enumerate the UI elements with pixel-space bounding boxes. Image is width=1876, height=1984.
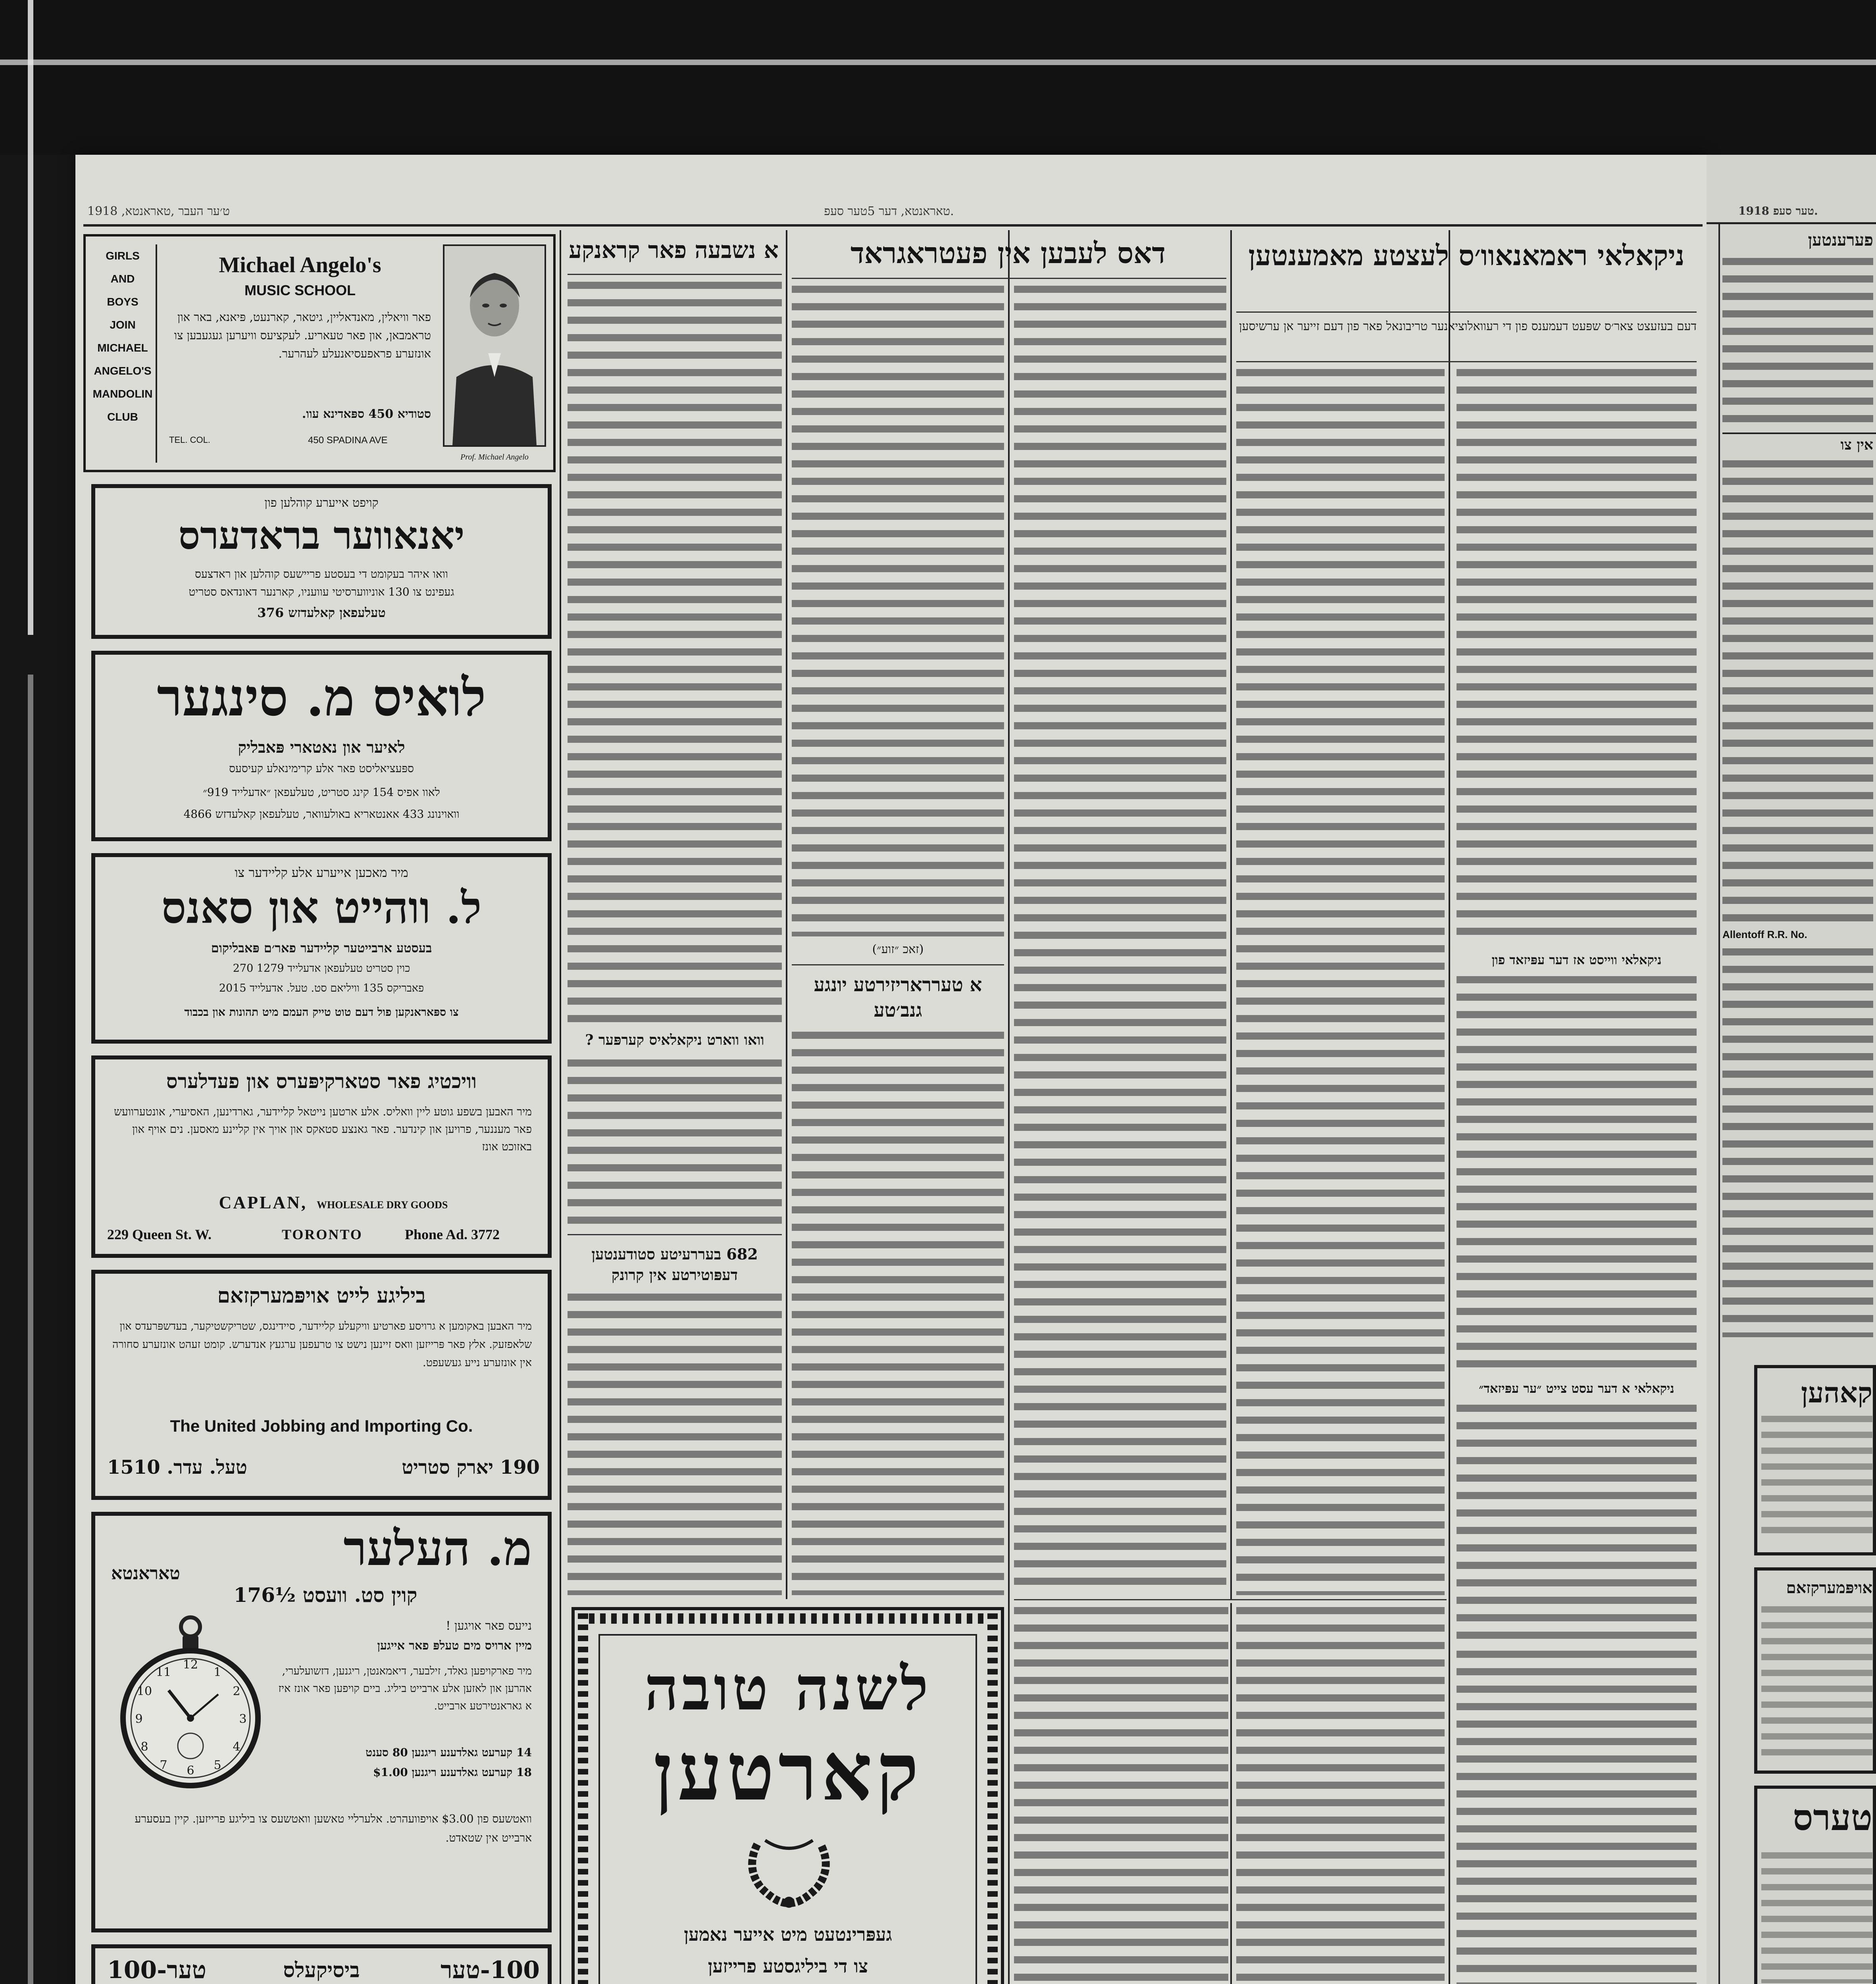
heller-body: מיר פארקויפען גאלד, זילבער, דיאמאנטן, ריגנען, דזשועלערי, אהרען און לאזען אלע ארבייט ביליג. ביים קויפען פאר אונז איז א גאראנטירטע ארבייט. xyxy=(278,1665,532,1712)
heller-address: 176½ קוין סט. וועסט xyxy=(233,1583,418,1607)
right-box-tuers xyxy=(1754,1786,1876,1984)
portrait-caption: Prof. Michael Angelo xyxy=(460,453,529,461)
running-header-center: טאראנטא, דער 5טער סעפ. xyxy=(824,204,954,218)
svg-text:3: 3 xyxy=(239,1712,247,1726)
caplan-en2: 229 Queen St. W. xyxy=(107,1227,212,1242)
right-column-rule xyxy=(1718,222,1720,1984)
svg-text:4: 4 xyxy=(233,1740,241,1754)
right-header-rule xyxy=(1707,222,1876,224)
music-school-subtitle: MUSIC SCHOOL xyxy=(244,282,356,298)
newspaper-page xyxy=(75,155,1707,1984)
cards-sub1: געפּרינטעט מיט אייער נאמען xyxy=(684,1924,892,1945)
svg-text:5: 5 xyxy=(214,1758,221,1772)
janower-line1: וואו איהר בעקומט די בעסטע פריישעס קוהלען און ראדצעס xyxy=(195,567,448,581)
bicycle-center: ביסיקעלס xyxy=(283,1958,360,1982)
right-tuers-text xyxy=(1761,1852,1872,1983)
title-rule xyxy=(1236,311,1697,313)
article-body-col2-left-a xyxy=(792,286,1004,936)
right-rule xyxy=(1722,433,1876,434)
article-body-col1-right-d xyxy=(1457,1651,1697,1984)
united-street: 190 יארק סטריט xyxy=(402,1456,540,1478)
bicycle-left-big: 100-טער xyxy=(107,1956,206,1984)
pocket-watch-illustration xyxy=(119,1611,262,1794)
section-rule xyxy=(792,964,1004,965)
club-word: MANDOLIN xyxy=(92,388,153,400)
whitehead-line1: 270 כוין סטריט טעלעפאן אדעלייד 1279 xyxy=(233,962,410,975)
caplan-en1: CAPLAN, xyxy=(219,1193,307,1212)
ad-shana-tova-cards xyxy=(571,1607,1004,1984)
right-box-kahen xyxy=(1754,1365,1876,1555)
right-heading-1: פערענטען xyxy=(1808,230,1873,250)
column-rule xyxy=(1449,230,1450,1984)
article-title-col1: ניקאלאי ראמאנאוו׳ס לעצטע מאמענטען xyxy=(1248,239,1685,272)
wreath-icon xyxy=(741,1832,837,1908)
column-rule xyxy=(1230,230,1232,1599)
right-kahen-text xyxy=(1761,1416,1872,1543)
col2-signature: (זאכ ״זוע״) xyxy=(872,942,924,956)
article-body-col3-c xyxy=(568,1294,782,1595)
ad-louis-singer xyxy=(91,651,552,841)
singer-line2: וואוינונג 433 אאנטאריא באולעוואר, טעלעפאן קאלעדזש 4866 xyxy=(183,807,460,821)
heller-price1: 14 קערעט גאלדענע ריגנען 80 סענט xyxy=(366,1746,532,1759)
adjacent-page-fragment xyxy=(1707,155,1876,1984)
club-word: GIRLS xyxy=(106,250,140,262)
music-school-title: Michael Angelo's xyxy=(219,253,381,277)
janower-line2: געפינט צו 130 אוניווערסיטי עוועניו, קארנער דאונדאס סטריט xyxy=(189,585,454,598)
cards-sub2: צו די ביליגסטע פרייזען xyxy=(708,1955,868,1977)
svg-text:9: 9 xyxy=(135,1712,143,1726)
lead-rule xyxy=(1236,361,1697,362)
film-edge-line xyxy=(28,0,33,635)
article-body-col1-left xyxy=(1236,369,1445,1595)
caplan-en4: Phone Ad. 3772 xyxy=(405,1227,500,1242)
janower-kicker: קויפט אייערע קוהלען פון xyxy=(264,496,379,510)
united-body: מיר האבען באקומען א גרויסע פארטיע וויקעלע קליידער, סיידינגס, שטריקשטיקער, בעדשפּרעדס און שלאפזעק. אלץ פאר פּרייזען וואס זיינען נישט צו טרעפען ערגעץ אנדערש. קומט זעהט אונזערע סחורה אין אונזערע נייע געשעפט. xyxy=(112,1320,532,1369)
col1-subhead-1: ניקאלאי ווייסט אז דער עפּיזאד פון xyxy=(1491,952,1662,967)
ad-caplan-dry-goods xyxy=(91,1055,552,1258)
section-rule xyxy=(1014,1599,1447,1600)
whitehead-line2: פאבריקס 135 וויליאם סט. טעל. אדעלייד 2015 xyxy=(219,982,424,994)
svg-text:1: 1 xyxy=(214,1665,221,1679)
header-rule xyxy=(83,224,1703,227)
club-word: CLUB xyxy=(107,411,138,423)
col1-lead: דעם בעזעצט צאר׳ס שפּעט דעמענס פון די רעוואלוציאנער טריבונאל פאר פון דעם זייער אן ערשיסען xyxy=(1239,319,1697,333)
singer-line1: לאוו אפיס 154 קינג סטריט, טעלעפאן ״אדעלייד 919״ xyxy=(203,786,440,799)
caplan-body: מיר האבען בשפע גוטע ליין וואליס. אלע ארטען נייטאל קליידער, גארדינען, האסיערי, אונטערוועש פאר מעננער, פרויען און קינדער. פאר גאנצע סטאקס און אויך אין קליינע מאסען. נים אויף און באזוכט אונז xyxy=(114,1105,532,1153)
ad-peerless-bicycle xyxy=(91,1944,552,1984)
club-word: ANGELO'S xyxy=(94,365,152,377)
col2-subhead: א טערראריזירטע יונגע גנב׳טע xyxy=(814,974,982,1021)
club-word: JOIN xyxy=(110,319,136,331)
article-body-col2-right xyxy=(1014,286,1226,1595)
ad-m-heller xyxy=(91,1512,552,1932)
ad-whitehead-sons xyxy=(91,853,552,1044)
right-heading-2: אין צו xyxy=(1840,436,1873,453)
music-school-address: 450 SPADINA AVE xyxy=(308,435,388,446)
right-text-3 xyxy=(1722,948,1873,1337)
whitehead-line3: צו ספּאראנקען פול דעם טוט טייק העמם מיט תהונות און בכבוד xyxy=(184,1005,459,1019)
whitehead-kicker: מיר מאכען אייערע אלע קליידער צו xyxy=(235,865,408,880)
heller-footer: וואטשעס פון $3.00 אויפוועהרט. אלערליי טאשען וואטשעס צו ביליגע פרייזען. קיין בעסערע ארבייט אין שטאדט. xyxy=(135,1812,532,1844)
right-heading-attention: אויפּמערקזאם xyxy=(1786,1578,1872,1597)
ad-united-jobbing xyxy=(91,1270,552,1500)
svg-text:12: 12 xyxy=(183,1658,198,1672)
film-edge-line xyxy=(28,675,33,1984)
column-rule xyxy=(1008,230,1010,1984)
svg-text:7: 7 xyxy=(160,1758,167,1772)
music-school-body: פאר וויאלין, מאנדאליין, גיטאר, קארנעט, פּיאנא, באר און טראמבאן, און פאר טעאריע. לעקציעס וויערען געגעבען צו אונזערע פראפעסיאנעלע לעהרער. xyxy=(174,310,431,360)
right-text-1 xyxy=(1722,258,1873,429)
bicycle-right-big: 100-טער xyxy=(441,1956,540,1984)
united-name: The United Jobbing and Importing Co. xyxy=(170,1417,473,1435)
united-title: ביליגע לייט אויפּמערקזאם xyxy=(217,1284,426,1308)
caplan-title: וויכטיג פאר סטארקיפּערס און פעדלערס xyxy=(166,1069,477,1093)
cards-line2: קארטען xyxy=(653,1725,923,1819)
column-rule xyxy=(560,230,561,1984)
heller-line2: מיין ארויס מים טעלפּ פאר אייגען xyxy=(377,1639,532,1653)
heller-price2: 18 קערעט גאלדענע ריגנען $1.00 xyxy=(373,1766,532,1779)
portrait-photo xyxy=(443,244,546,447)
article-body-col1-right-a xyxy=(1457,369,1697,944)
column-rule xyxy=(786,230,787,1599)
article-body-lower-a xyxy=(1236,1607,1445,1984)
club-word: AND xyxy=(110,273,135,285)
whitehead-sub: בעסטע ארבייטער קליידער פאר׳ם פּאבליקום xyxy=(211,940,432,955)
caplan-en3: TORONTO xyxy=(282,1227,363,1242)
article-title-col3: א נשבעה פאר קראנקע xyxy=(569,236,779,263)
right-box-attention xyxy=(1754,1567,1876,1774)
watch-icon xyxy=(119,1611,262,1794)
article-body-col3-a xyxy=(568,282,782,1024)
ornamental-border xyxy=(987,1613,998,1984)
article-body-col2-left-b xyxy=(792,1032,1004,1595)
janower-name: יאנאווער בראדערס xyxy=(178,513,465,558)
united-tel: טעל. עדר. 1510 xyxy=(107,1456,247,1478)
scan-top-strip xyxy=(0,0,1876,155)
caplan-en1b: WHOLESALE DRY GOODS xyxy=(316,1199,448,1211)
heller-side: טאראנטא xyxy=(111,1563,180,1584)
svg-text:6: 6 xyxy=(187,1764,194,1778)
title-rule xyxy=(792,278,1226,279)
ad-michael-angelo xyxy=(83,234,556,472)
heller-name: מ. העלער xyxy=(343,1521,532,1576)
svg-text:2: 2 xyxy=(233,1684,241,1698)
ornamental-border xyxy=(578,1613,588,1984)
svg-text:8: 8 xyxy=(140,1740,148,1754)
music-school-tel: TEL. COL. xyxy=(169,435,210,445)
right-attention-text xyxy=(1761,1606,1872,1765)
scan-left-strip xyxy=(0,0,75,1984)
col1-subhead-2: ניקאלאי א דער עסט צייט ״ער עפּיזאד״ xyxy=(1479,1381,1674,1396)
caplan-name xyxy=(175,1192,492,1213)
running-header-left: 1918 ,ט׳ער העבר ,טאראנטא xyxy=(87,204,230,218)
column-rule xyxy=(1230,1603,1232,1984)
club-word: MICHAEL xyxy=(97,342,148,354)
right-heading-kahen: קאהען xyxy=(1801,1376,1872,1409)
janower-line3: טעלעפאן קאלעדזש 376 xyxy=(257,605,386,620)
mandolin-club-side xyxy=(90,244,157,463)
portrait-illustration xyxy=(444,246,545,445)
col3-subhead-2: 682 בעררעיטע סטודענטען דעפּוטירטע אין קרונק xyxy=(591,1245,758,1284)
ad-janower-brothers xyxy=(91,484,552,639)
whitehead-name: ל. ווהייט און סאנס xyxy=(161,882,482,933)
right-allentoff: Allentoff R.R. No. xyxy=(1722,929,1807,940)
article-body-col1-right-c xyxy=(1457,1405,1697,1643)
heller-line1: נייעס פאר אויגען ! xyxy=(446,1619,532,1633)
title-rule xyxy=(568,274,782,275)
right-text-2 xyxy=(1722,460,1873,929)
article-title-col2: דאס לעבען אין פעטראגראד xyxy=(850,236,1166,270)
singer-sub2: ספּעציאליסט פאר אלע קרימינאלע קעיסעס xyxy=(229,762,414,775)
col3-subhead-1: וואו ווארט ניקאלאיס קערפּער ? xyxy=(585,1032,764,1048)
right-heading-tuers: טערס xyxy=(1793,1797,1872,1839)
wreath-ornament xyxy=(741,1832,837,1908)
svg-text:10: 10 xyxy=(137,1684,152,1698)
club-word: BOYS xyxy=(107,296,139,308)
article-body-lower-b xyxy=(1014,1607,1228,1984)
singer-name: לואיס מ. סינגער xyxy=(157,667,486,728)
singer-sub: לאיער און נאטארי פּאבליק xyxy=(238,738,405,757)
section-rule xyxy=(568,1234,782,1235)
svg-text:11: 11 xyxy=(156,1665,171,1679)
ornamental-border xyxy=(578,1613,998,1624)
cards-line1: לשנה טובה xyxy=(644,1654,932,1724)
music-school-address-yiddish: סטודיא 450 ספּאדינא עוו. xyxy=(302,407,431,421)
film-top-edge xyxy=(0,60,1876,65)
article-body-col3-b xyxy=(568,1059,782,1226)
article-body-col1-right-b xyxy=(1457,976,1697,1373)
right-running-header: 1918 טער סעפ. xyxy=(1738,204,1818,217)
